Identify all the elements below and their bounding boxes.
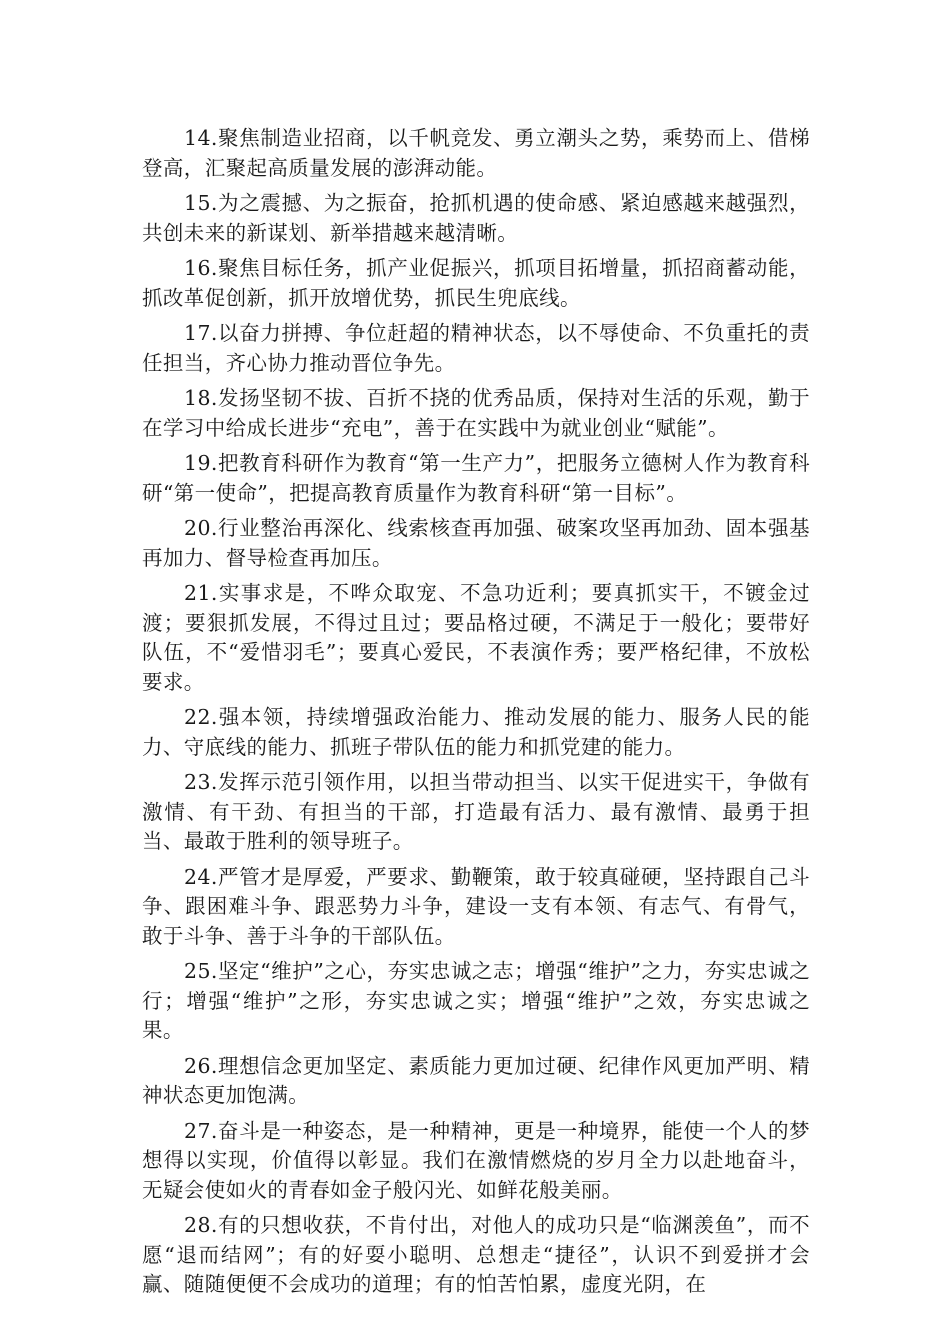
paragraph-18: 18.发扬坚韧不拔、百折不挠的优秀品质，保持对生活的乐观，勤于在学习中给成长进步“充电”，善于在实践中为就业创业“赋能”。 (142, 386, 810, 440)
paragraph-24: 24.严管才是厚爱，严要求、勤鞭策，敢于较真碰硬，坚持跟自己斗争、跟困难斗争、跟恶势力斗争，建设一支有本领、有志气、有骨气，敢于斗争、善于斗争的干部队伍。 (142, 864, 810, 948)
paragraph-19: 19.把教育科研作为教育“第一生产力”，把服务立德树人作为教育科研“第一使命”，把提高教育质量作为教育科研“第一目标”。 (142, 451, 810, 505)
paragraph-21: 21.实事求是，不哗众取宠、不急功近利；要真抓实干，不镀金过渡；要狠抓发展，不得过且过；要品格过硬，不满足于一般化；要带好队伍，不“爱惜羽毛”；要真心爱民，不表演作秀；要严格纪律，不放松要求。 (142, 581, 810, 694)
paragraph-23: 23.发挥示范引领作用，以担当带动担当、以实干促进实干，争做有激情、有干劲、有担当的干部，打造最有活力、最有激情、最勇于担当、最敢于胜利的领导班子。 (142, 770, 810, 853)
paragraph-25: 25.坚定“维护”之心，夯实忠诚之志；增强“维护”之力，夯实忠诚之行；增强“维护”之形，夯实忠诚之实；增强“维护”之效，夯实忠诚之果。 (142, 959, 810, 1042)
document-body (142, 124, 810, 1306)
paragraph-17: 17.以奋力拼搏、争位赶超的精神状态，以不辱使命、不负重托的责任担当，齐心协力推动晋位争先。 (142, 321, 810, 375)
paragraph-20: 20.行业整治再深化、线索核查再加强、破案攻坚再加劲、固本强基再加力、督导检查再加压。 (142, 516, 810, 570)
paragraph-15: 15.为之震撼、为之振奋，抢抓机遇的使命感、紧迫感越来越强烈，共创未来的新谋划、新举措越来越清晰。 (142, 191, 810, 245)
paragraph-26: 26.理想信念更加坚定、素质能力更加过硬、纪律作风更加严明、精神状态更加饱满。 (142, 1053, 810, 1107)
paragraph-27: 27.奋斗是一种姿态，是一种精神，更是一种境界，能使一个人的梦想得以实现，价值得以彰显。我们在激情燃烧的岁月全力以赴地奋斗，无疑会使如火的青春如金子般闪光、如鲜花般美丽。 (142, 1118, 810, 1202)
paragraph-14: 14.聚焦制造业招商，以千帆竞发、勇立潮头之势，乘势而上、借梯登高，汇聚起高质量发展的澎湃动能。 (142, 126, 810, 180)
paragraph-16: 16.聚焦目标任务，抓产业促振兴，抓项目拓增量，抓招商蓄动能，抓改革促创新，抓开放增优势，抓民生兜底线。 (142, 256, 810, 310)
paragraph-22: 22.强本领，持续增强政治能力、推动发展的能力、服务人民的能力、守底线的能力、抓班子带队伍的能力和抓党建的能力。 (142, 705, 810, 759)
paragraph-28: 28.有的只想收获，不肯付出，对他人的成功只是“临渊羡鱼”，而不愿“退而结网”；有的好耍小聪明、总想走“捷径”，认识不到爱拼才会赢、随随便便不会成功的道理；有的怕苦怕累，虚度光阴，在 (142, 1213, 810, 1296)
